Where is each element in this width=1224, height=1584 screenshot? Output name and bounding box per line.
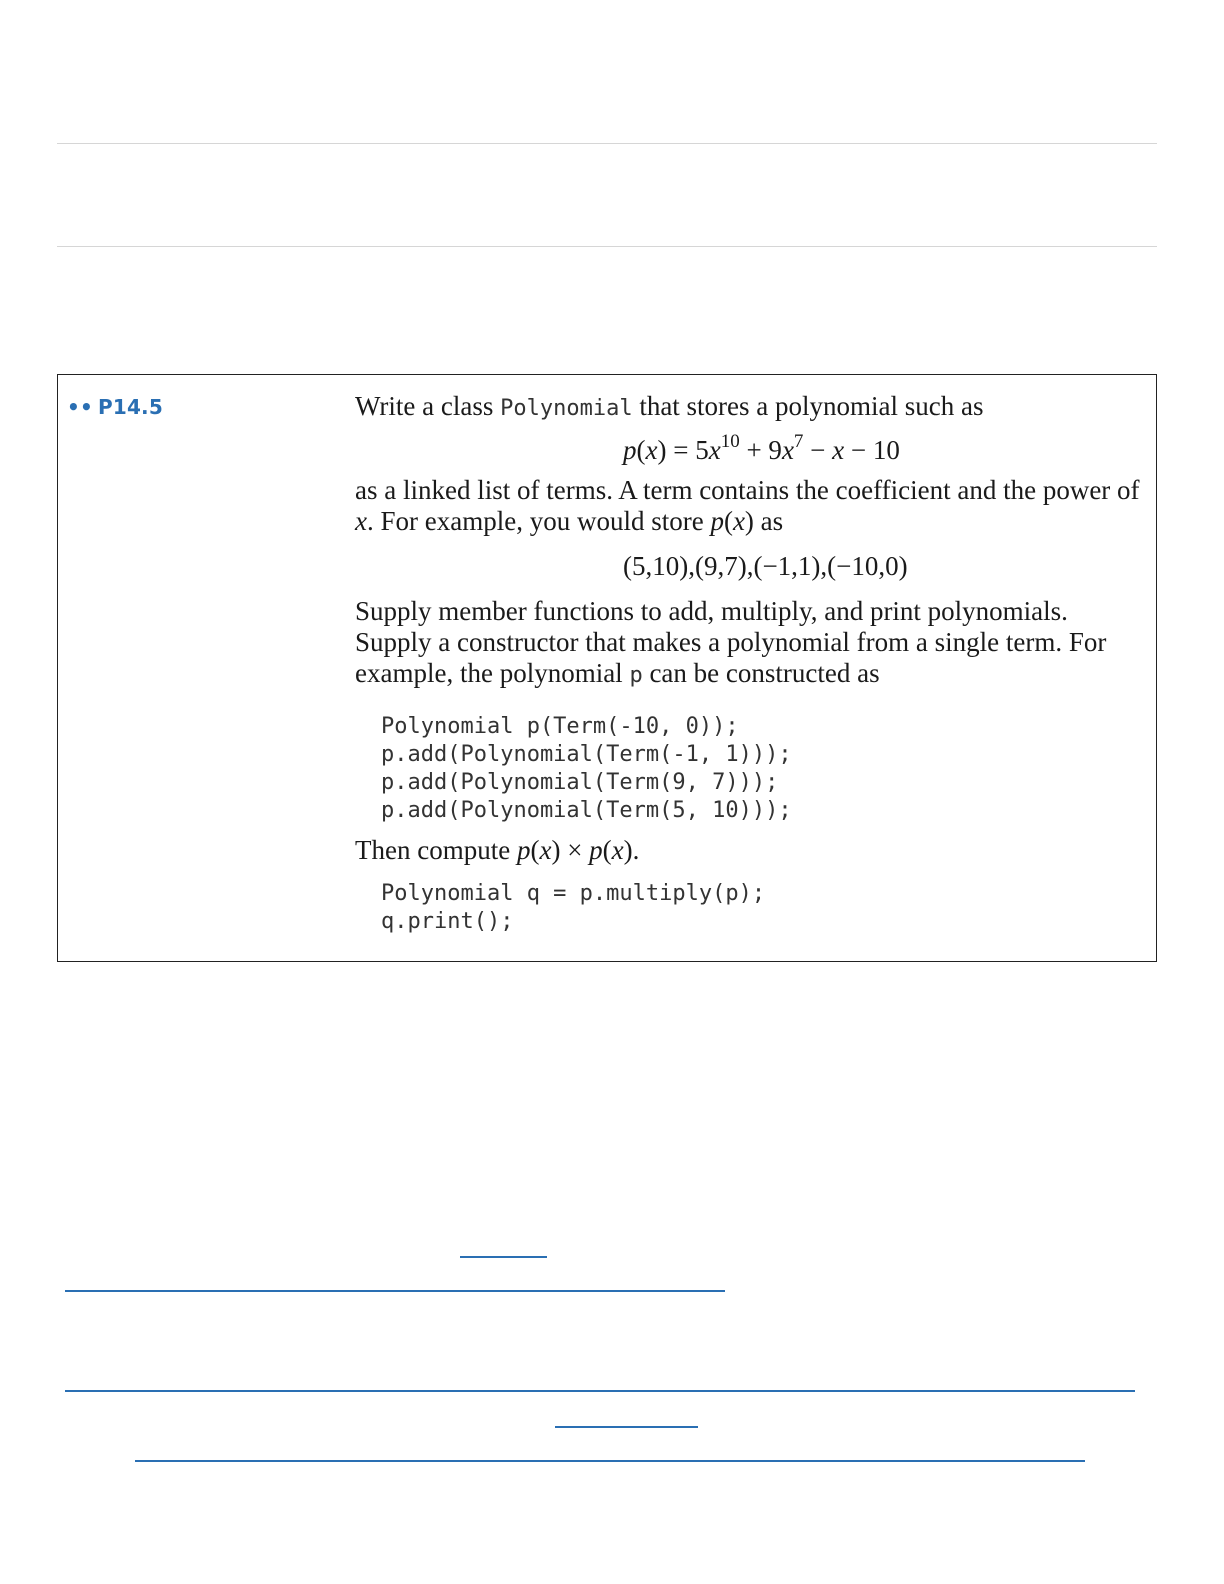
link-underline[interactable] [460,1256,547,1258]
para2-px: x [732,506,745,536]
second-divider [57,246,1157,247]
para2-x: x [355,506,367,536]
formula-p: p [623,435,637,465]
exercise-box [57,374,1157,962]
formula-x: x [645,435,658,465]
term-pairs: (5,10),(9,7),(−1,1),(−10,0) [623,551,908,581]
linked-list-paragraph: as a linked list of terms. A term contains the coefficient and the power of x. For example, you would store p(x) as [355,475,1140,536]
para4-end: . [632,835,640,865]
intro-text-before: Write a class [355,391,501,421]
compute-paragraph: Then compute p(x) × p(x). [355,835,640,865]
intro-paragraph [355,391,1145,424]
para3-code: p [629,663,643,688]
formula-minus: − [803,435,833,465]
para2-text-b: . For example, you would store [366,506,711,536]
para4-p1: p [516,835,531,865]
para4-x2: x [611,835,624,865]
formula-exp1: 10 [720,431,740,452]
para3-text-a: Supply member functions to add, multiply, and print polynomials. Supply a constructor that makes a polynomial from a single term. For example, the polynomial [355,596,1107,688]
para2-text-c: as [753,506,784,536]
para2-text-a: as a linked list of terms. A term contains the coefficient and the power of [355,475,1140,505]
class-name-code: Polynomial [500,396,633,421]
exercise-label [67,395,163,419]
para4-p2: p [589,835,603,865]
formula-plus: + 9 [739,435,782,465]
intro-text-after: that stores a polynomial such as [632,391,984,421]
top-divider [57,143,1157,144]
formula-x3: x [832,435,845,465]
link-underline[interactable] [65,1390,1135,1392]
formula-eq: = 5 [666,435,709,465]
formula-x2: x [781,435,794,465]
polynomial-formula: $p(x) = 5x^{10} + 9x^7 - x - 10$ [623,431,900,465]
link-underline[interactable] [135,1460,1085,1462]
difficulty-dots: •• [67,395,93,419]
link-underline[interactable] [555,1426,698,1428]
para4-text-a: Then compute [355,835,517,865]
formula-x1: x [708,435,721,465]
exercise-body [355,391,1145,936]
formula-tail: − 10 [844,435,900,465]
formula-exp2: 7 [793,431,804,452]
para3-text-b: can be constructed as [642,658,880,688]
supply-paragraph [355,596,1145,691]
link-underline[interactable] [65,1290,725,1292]
para4-x1: x [539,835,552,865]
exercise-number: P14.5 [97,395,163,419]
para4-times: × [560,835,590,865]
construction-code-block: Polynomial p(Term(-10, 0)); p.add(Polynomial(Term(-1, 1))); p.add(Polynomial(Term(9, 7))); p.add(Polynomial(Term(5, 10))); [381,714,792,823]
multiply-code-block: Polynomial q = p.multiply(p); q.print(); [381,881,766,934]
para2-p: p [710,506,724,536]
